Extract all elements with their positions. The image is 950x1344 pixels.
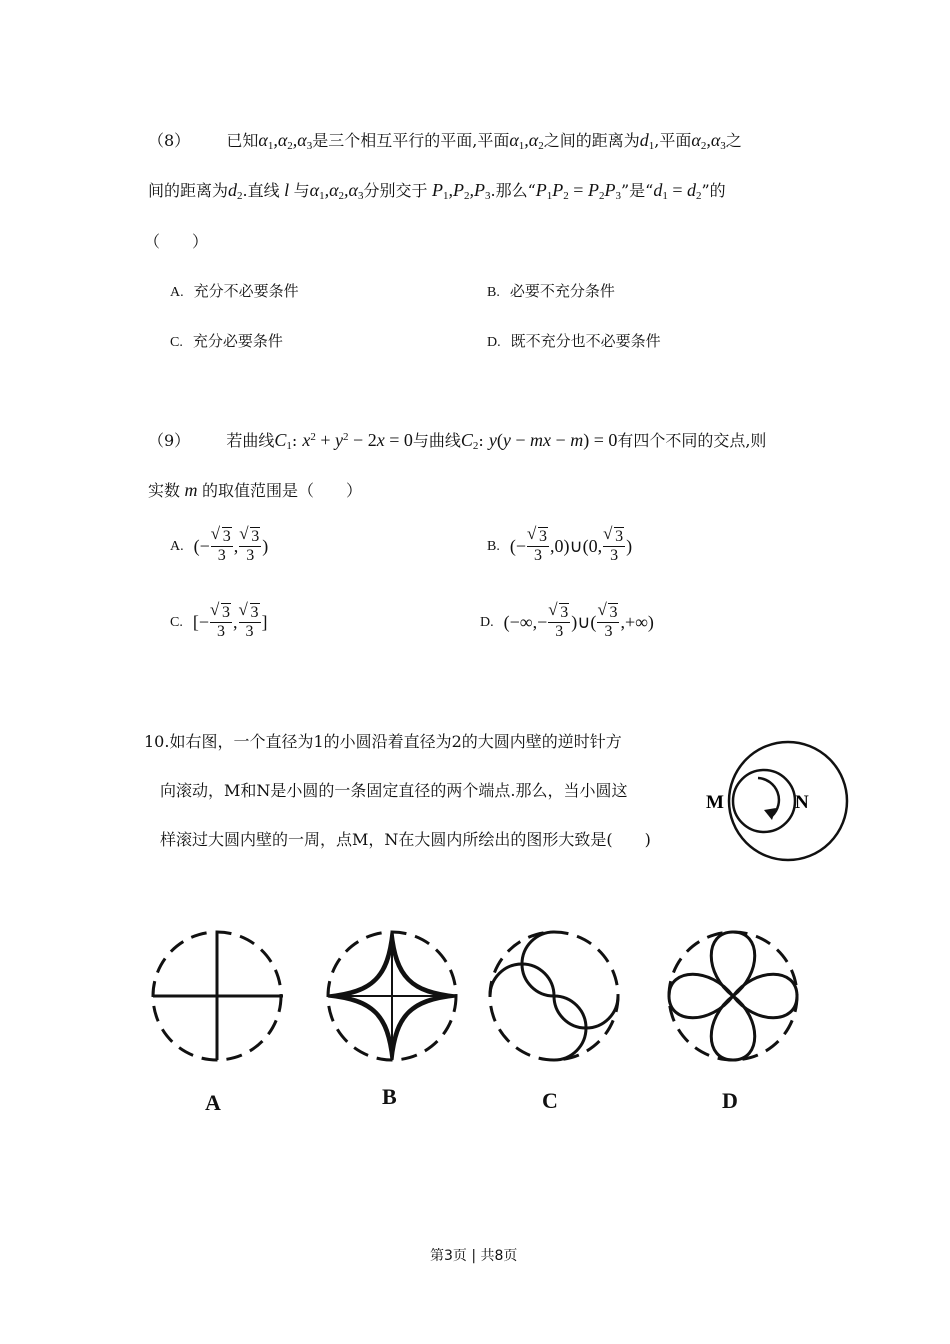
q9-line1: （9） 若曲线$C_1$: $x^2 + y^2 - 2x = 0$与曲线$C_2$: y(y − mx − m) = 0有四个不同的交点,则: [148, 430, 767, 452]
q9-option-c[interactable]: C. [− √ $\frac{3}{3}$ , √ $\frac{3}{3}$ ]: [170, 604, 268, 641]
q9-line2: 实数 m 的取值范围是（ ）: [148, 480, 363, 500]
label-m: M: [706, 792, 724, 813]
q8-option-b[interactable]: B. 必要不充分条件: [487, 282, 615, 300]
large-circle: [729, 742, 847, 860]
q8-option-a[interactable]: A. 充分不必要条件: [170, 282, 299, 300]
choice-label-d[interactable]: D: [722, 1088, 738, 1113]
q9-option-d[interactable]: D. (−∞,− √ $\frac{3}{3}$ )∪( √ $\frac{3}{3}$ ,+∞): [480, 604, 654, 641]
q9-option-a[interactable]: A. (− √ $\frac{3}{3}$ , √ $\frac{3}{3}$ ): [170, 528, 268, 565]
choice-label-b[interactable]: B: [382, 1084, 397, 1109]
choice-figure-c: [485, 929, 623, 1063]
q8-paren: （ ）: [144, 232, 209, 251]
q10-line2: 向滚动，M和N是小圆的一条固定直径的两个端点.那么，当小圆这: [160, 781, 628, 800]
q9-option-b-expr: (− √ $\frac{3}{3}$ ,0)∪(0, √ $\frac{3}{3}$ ): [510, 528, 632, 565]
choice-figure-a: [150, 929, 288, 1063]
q8-option-d[interactable]: D. 既不充分也不必要条件: [487, 332, 661, 350]
q8-option-c[interactable]: C. 充分必要条件: [170, 332, 283, 350]
q10-line3: 样滚过大圆内壁的一周，点M，N在大圆内所绘出的图形大致是( ): [160, 830, 651, 849]
q8-line2: 间的距离为$d_2$.直线 l 与$\alpha_1,\alpha_2,\alpha_3$分别交于 $P_1,P_2,P_3$.那么“$P_1P_2 = P_2P_3$”是“$d_1 = d_2$”的: [148, 180, 726, 202]
rolling-circle-figure: [700, 740, 860, 865]
page-footer: 第3页 | 共8页: [430, 1248, 518, 1264]
q9-option-d-expr: (−∞,− √ $\frac{3}{3}$ )∪( √ $\frac{3}{3}$ ,+∞): [504, 604, 654, 641]
q10-line1: 10.如右图，一个直径为1的小圆沿着直径为2的大圆内壁的逆时针方: [144, 732, 622, 751]
q9-number: （9）: [148, 431, 191, 450]
choice-figure-b: [323, 929, 461, 1063]
q8-number: （8）: [148, 131, 191, 150]
label-n: N: [795, 792, 809, 813]
choice-label-a[interactable]: A: [205, 1090, 221, 1115]
choice-label-c[interactable]: C: [542, 1088, 558, 1113]
q9-option-b[interactable]: B. (− √ $\frac{3}{3}$ ,0)∪(0, √ $\frac{3}{3}$ ): [487, 528, 632, 565]
q8-line1: （8） 已知$\alpha_1,\alpha_2,\alpha_3$是三个相互平行的平面,平面$\alpha_1,\alpha_2$之间的距离为$d_1$,平面$\alpha_2,\alpha_3$之: [148, 130, 742, 152]
q9-option-c-expr: [− √ $\frac{3}{3}$ , √ $\frac{3}{3}$ ]: [193, 604, 268, 641]
choice-figure-d: [664, 929, 802, 1063]
q9-option-a-expr: (− √ $\frac{3}{3}$ , √ $\frac{3}{3}$ ): [194, 528, 269, 565]
